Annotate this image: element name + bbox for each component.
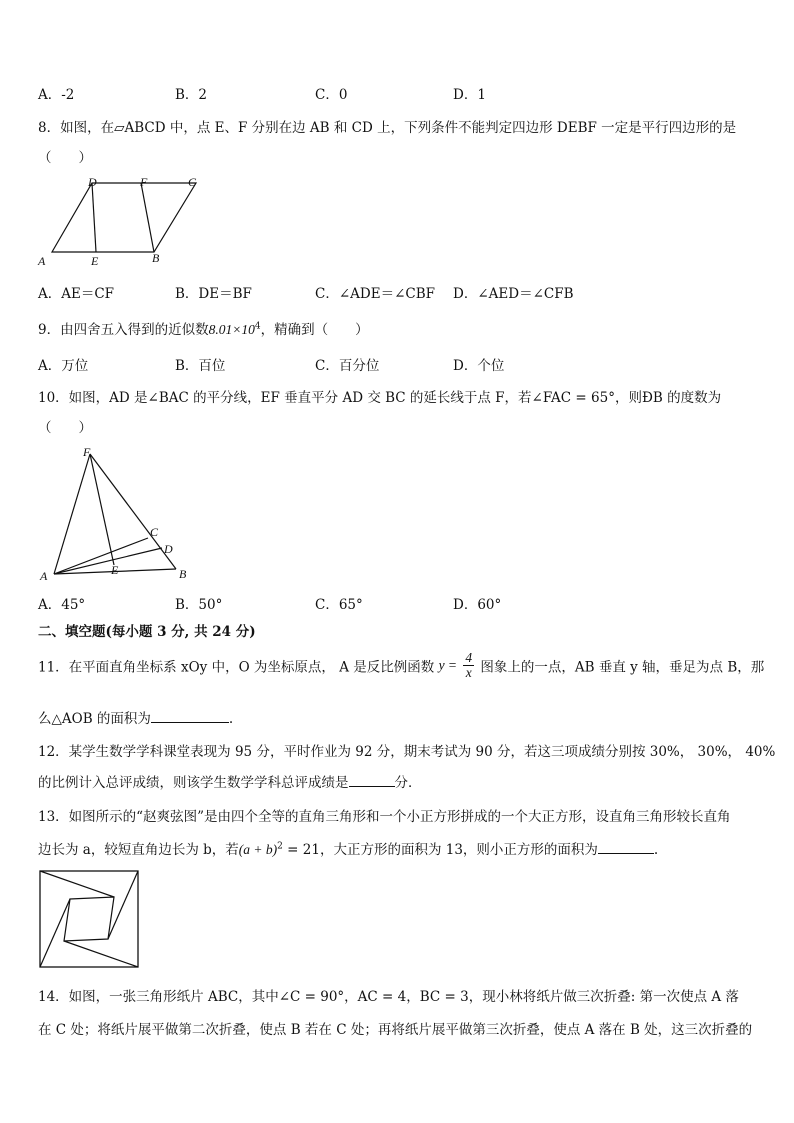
q11-answer-blank[interactable] — [151, 710, 229, 723]
q12-line2-text: 的比例计入总评成绩，则该学生数学学科总评成绩是 — [38, 775, 349, 791]
q10-paren: （ ） — [38, 420, 92, 436]
q12-answer-blank[interactable] — [349, 774, 395, 787]
q11-end: . — [228, 711, 234, 727]
q8-paren: （ ） — [38, 150, 92, 166]
q13-line2 — [38, 838, 658, 858]
q10-option-b: B．50° — [175, 597, 223, 613]
q10-triangle-figure — [36, 442, 196, 584]
q11-func: y = — [438, 657, 458, 673]
q9-option-a: A．万位 — [38, 358, 89, 374]
q10-option-d: D．60° — [453, 597, 502, 613]
q13-exponent: 2 — [277, 841, 283, 852]
q11-pre: 11．在平面直角坐标系 xOy 中，O 为坐标原点， A 是反比例函数 — [38, 659, 435, 676]
q9-option-c: C．百分位 — [315, 358, 380, 374]
q8-option-b: B．DE＝BF — [175, 286, 252, 302]
q14-line2: 在 C 处；将纸片展平做第二次折叠，使点 B 若在 C 处；再将纸片展平做第三次折叠，使点 A 落在 B 处，这三次折叠的 — [38, 1022, 753, 1038]
q8-label-f: F — [140, 175, 148, 189]
q9-option-d: D．个位 — [453, 358, 505, 374]
q11-fraction-denominator: x — [465, 665, 472, 680]
q11-line2 — [38, 707, 233, 727]
q9-option-b: B．百位 — [175, 358, 226, 374]
q10-stem: 10．如图，AD 是∠BAC 的平分线，EF 垂直平分 AD 交 BC 的延长线于点 F，若∠FAC = 65°，则ÐB 的度数为 — [38, 390, 722, 406]
q8-option-c: C．∠ADE＝∠CBF — [315, 286, 435, 302]
q13-line2-post: = 21，大正方形的面积为 13，则小正方形的面积为 — [282, 842, 598, 858]
q10-label-f: F — [83, 445, 91, 459]
q13-line1: 13．如图所示的“赵爽弦图”是由四个全等的直角三角形和一个小正方形拼成的一个大正方形，设直角三角形较长直角 — [38, 809, 731, 825]
q10-label-c: C — [150, 525, 159, 539]
q14-line1: 14．如图，一张三角形纸片 ABC，其中∠C = 90°，AC = 4，BC = 3，现小林将纸片做三次折叠: 第一次使点 A 落 — [38, 989, 739, 1005]
q8-parallelogram-figure — [36, 172, 216, 272]
q13-line2-pre: 边长为 a，较短直角边长为 b，若 — [38, 842, 239, 858]
q13-answer-blank[interactable] — [598, 841, 654, 854]
q8-label-c: C — [188, 175, 197, 189]
q8-stem: 8．如图，在▱ABCD 中，点 E、F 分别在边 AB 和 CD 上，下列条件不能判定四边形 DEBF 一定是平行四边形的是 — [38, 120, 737, 136]
q8-label-e: E — [91, 254, 99, 268]
q8-option-a: A．AE＝CF — [38, 286, 115, 302]
q9-stem — [38, 318, 369, 338]
q10-label-d: D — [164, 542, 173, 556]
q9-stem-post: ，精确到（ ） — [260, 322, 369, 338]
q11-fraction — [463, 651, 474, 680]
q9-number: 8.01×10 — [208, 322, 255, 337]
q11-line2-text: 么△AOB 的面积为 — [38, 711, 151, 727]
q7-option-b: B．2 — [175, 87, 208, 103]
q11-line1 — [38, 651, 764, 680]
q10-label-a: A — [40, 569, 48, 583]
q7-option-d: D．1 — [453, 87, 486, 103]
q13-end: . — [653, 842, 659, 858]
q7-option-a: A．-2 — [38, 87, 75, 103]
q11-post: 图象上的一点，AB 垂直 y 轴，垂足为点 B，那 — [480, 659, 765, 676]
q10-option-c: C．65° — [315, 597, 363, 613]
q8-label-d: D — [88, 175, 97, 189]
q12-end: 分． — [394, 775, 422, 791]
q13-expr: (a + b) — [238, 842, 278, 857]
section-fill-in-title: 二、填空题(每小题 3 分, 共 24 分) — [38, 624, 256, 640]
q13-zhao-shuang-figure — [38, 869, 142, 971]
q8-label-a: A — [38, 254, 46, 268]
q10-option-a: A．45° — [38, 597, 86, 613]
q9-stem-pre: 9．由四舍五入得到的近似数 — [38, 322, 209, 338]
q9-exponent: 4 — [254, 321, 261, 332]
q12-line2 — [38, 771, 422, 791]
q8-option-d: D．∠AED＝∠CFB — [453, 286, 574, 302]
q7-option-c: C．0 — [315, 87, 348, 103]
q10-label-b: B — [179, 567, 187, 581]
q10-label-e: E — [111, 563, 119, 577]
q8-label-b: B — [152, 251, 160, 265]
q12-line1: 12．某学生数学学科课堂表现为 95 分，平时作业为 92 分，期末考试为 90 分，若这三项成绩分别按 30%， 30%， 40% — [38, 744, 776, 760]
q11-fraction-numerator: 4 — [465, 650, 473, 665]
